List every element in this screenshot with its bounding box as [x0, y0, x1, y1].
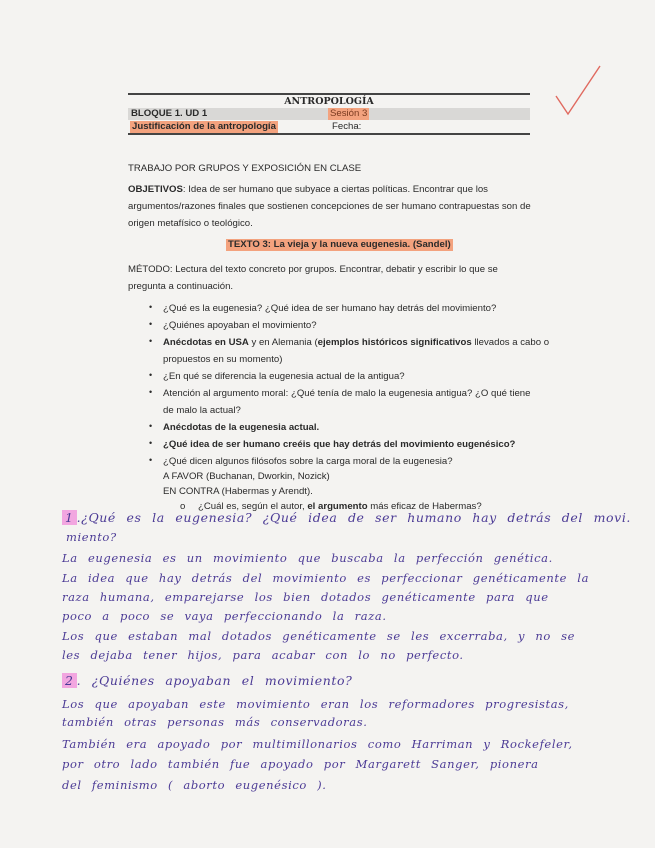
tema-label: Justificación de la antropología	[132, 121, 276, 132]
question-item-cont: de malo la actual?	[163, 405, 241, 416]
question-item: Atención al argumento moral: ¿Qué tenía de malo la eugenesia antigua? ¿O qué tiene	[163, 388, 531, 399]
metodo-line2: pregunta a continuación.	[128, 281, 234, 292]
q3-text-d: llevados a cabo o	[471, 337, 550, 348]
objetivos-text: : Idea de ser humano que subyace a ciertas políticas. Encontrar que los	[182, 184, 488, 195]
question-item	[163, 337, 549, 349]
answer-line: Los que estaban mal dotados genéticamente se les excerraba, y no se	[62, 629, 576, 643]
question-contra: EN CONTRA (Habermas y Arendt).	[163, 486, 313, 497]
q3-text-b: y en Alemania (	[248, 337, 318, 348]
answer-1-question-cont: miento?	[66, 530, 117, 544]
answer-2-number: 2	[62, 673, 77, 688]
answer-line: les dejaba tener hijos, para acabar con lo no perfecto.	[62, 648, 464, 662]
question-item: ¿Qué es la eugenesia? ¿Qué idea de ser humano hay detrás del movimiento?	[163, 303, 497, 314]
objetivos-line2: argumentos/razones finales que sostienen concepciones de ser humano contrapuestas son de	[128, 201, 531, 212]
header-title: ANTROPOLOGÍA	[284, 96, 374, 107]
bullet-icon: •	[149, 455, 153, 465]
question-item: Anécdotas de la eugenesia actual.	[163, 422, 320, 433]
answer-line: La eugenesia es un movimiento que buscaba la perfección genética.	[62, 551, 553, 565]
bullet-icon: •	[149, 438, 153, 448]
answer-line: También era apoyado por multimillonarios como Harriman y Rockefeler,	[62, 737, 573, 751]
question-item: ¿En qué se diferencia la eugenesia actual de la antigua?	[163, 371, 405, 382]
answer-line: también otras personas más conservadoras.	[62, 715, 368, 729]
sub-text-a: ¿Cuál es, según el autor,	[198, 501, 308, 512]
bullet-icon: •	[149, 387, 153, 397]
q3-bold-c: ejemplos históricos significativos	[317, 337, 472, 348]
answer-line: del feminismo ( aborto eugenésico ).	[62, 778, 327, 792]
sesion-label: Sesión 3	[330, 108, 368, 119]
answer-1-question-text: .¿Qué es la eugenesia? ¿Qué idea de ser humano hay detrás del movi.	[76, 510, 631, 525]
question-item-cont: propuestos en su momento)	[163, 354, 283, 365]
bullet-icon: •	[149, 336, 153, 346]
bloque-label: BLOQUE 1. UD 1	[131, 108, 208, 119]
sub-bold: el argumento	[307, 501, 368, 512]
q3-bold-a: Anécdotas en USA	[163, 337, 249, 348]
texto-title: TEXTO 3: La vieja y la nueva eugenesia. (Sandel)	[228, 239, 451, 250]
circle-bullet-icon: o	[180, 501, 186, 512]
header-top-rule	[128, 93, 530, 95]
fecha-label: Fecha:	[332, 121, 362, 132]
answer-2-question-text: . ¿Quiénes apoyaban el movimiento?	[76, 673, 353, 688]
metodo-line1: MÉTODO: Lectura del texto concreto por grupos. Encontrar, debatir y escribir lo que se	[128, 264, 498, 275]
question-item: ¿Quiénes apoyaban el movimiento?	[163, 320, 317, 331]
question-item: ¿Qué idea de ser humano creéis que hay detrás del movimiento eugenésico?	[163, 439, 516, 450]
bullet-icon: •	[149, 319, 153, 329]
sub-text-c: más eficaz de Habermas?	[367, 501, 482, 512]
answer-2-question	[62, 673, 352, 688]
question-item: ¿Qué dicen algunos filósofos sobre la carga moral de la eugenesia?	[163, 456, 453, 467]
bullet-icon: •	[149, 370, 153, 380]
answer-line: La idea que hay detrás del movimiento es perfeccionar genéticamente la	[62, 571, 590, 585]
answer-line: poco a poco se vaya perfeccionando la raza.	[62, 609, 387, 623]
answer-1-number: 1	[62, 510, 77, 525]
objetivos-line1	[128, 184, 488, 196]
trabajo-heading: TRABAJO POR GRUPOS Y EXPOSICIÓN EN CLASE	[128, 163, 362, 174]
objetivos-label: OBJETIVOS	[128, 184, 183, 195]
objetivos-line3: origen metafísico o teológico.	[128, 218, 253, 229]
bullet-icon: •	[149, 421, 153, 431]
header-bottom-rule	[128, 133, 530, 135]
checkmark-icon	[548, 62, 608, 122]
answer-line: por otro lado también fue apoyado por Margarett Sanger, pionera	[62, 757, 539, 771]
answer-1-question	[62, 510, 631, 525]
question-favor: A FAVOR (Buchanan, Dworkin, Nozick)	[163, 471, 330, 482]
bullet-icon: •	[149, 302, 153, 312]
answer-line: raza humana, emparejarse los bien dotados genéticamente para que	[62, 590, 549, 604]
answer-line: Los que apoyaban este movimiento eran los reformadores progresistas,	[62, 697, 569, 711]
